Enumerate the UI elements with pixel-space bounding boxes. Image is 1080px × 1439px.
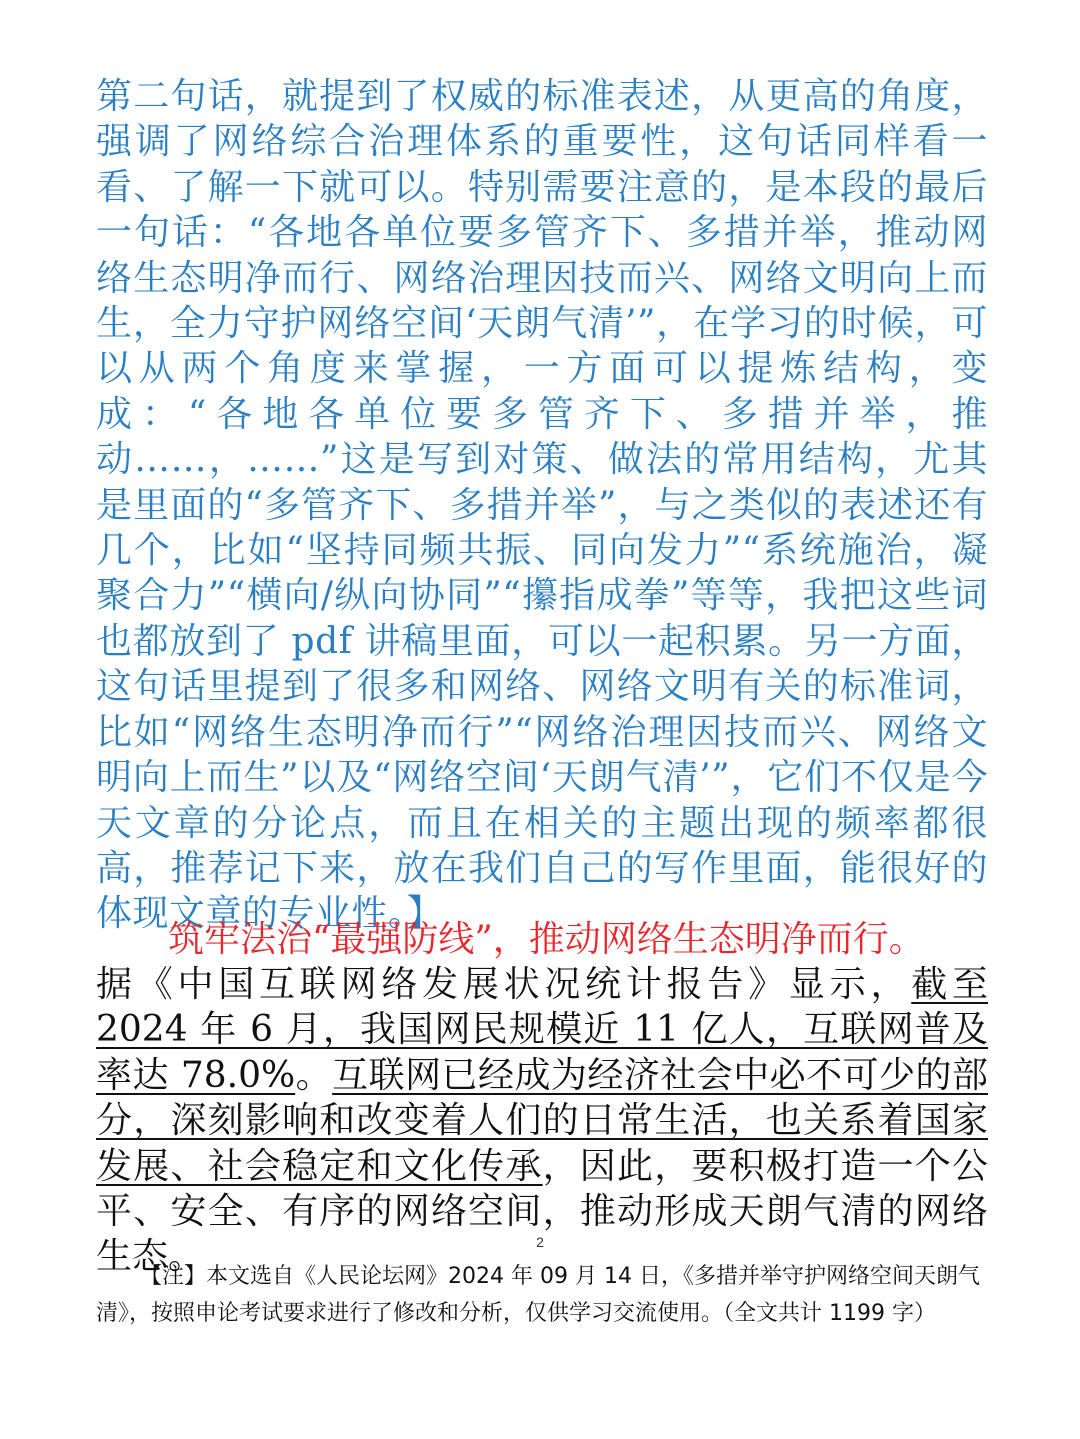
body-text-period: 。 [295, 1054, 333, 1096]
page-number: 2 [536, 1234, 544, 1250]
underlined-statistic: 截至 2024 年 6 月，我国网民规模近 11 亿人，互联网普及率达 78.0% [96, 964, 988, 1096]
body-text-intro: 据《中国互联网络发展状况统计报告》显示， [96, 964, 912, 1005]
body-paragraph [96, 962, 988, 1280]
commentary-paragraph: 第二句话，就提到了权威的标准表述，从更高的角度，强调了网络综合治理体系的重要性，这句话同样看一看、了解一下就可以。特别需要注意的，是本段的最后一句话：“各地各单位要多管齐下、多措并举，推动网络生态明净而行、网络治理因技而兴、网络文明向上而生，全力守护网络空间‘天朗气清’”，在学习的时候，可以从两个角度来掌握，一方面可以提炼结构，变成：“各地各单位要多管齐下、多措并举，推动……，……”这是写到对策、做法的常用结构，尤其是里面的“多管齐下、多措并举”，与之类似的表述还有几个，比如“坚持同频共振、同向发力”“系统施治，凝聚合力”“横向/纵向协同”“攥指成拳”等等，我把这些词也都放到了 pdf 讲稿里面，可以一起积累。另一方面，这句话里提到了很多和网络、网络文明有关的标准词，比如“网络生态明净而行”“网络治理因技而兴、网络文明向上而生”以及“网络空间‘天朗气清’”，它们不仅是今天文章的分论点，而且在相关的主题出现的频率都很高，推荐记下来，放在我们自己的写作里面，能很好的体现文章的专业性。】 [96, 76, 988, 935]
section-heading: 筑牢法治“最强防线”，推动网络生态明净而行。 [168, 919, 925, 960]
underlined-statement: 互联网已经成为经济社会中必不可少的部分，深刻影响和改变着人们的日常生活，也关系着国家发展、社会稳定和文化传承 [96, 1054, 988, 1187]
body-text-conclusion: ，因此，要积极打造一个公平、安全、有序的网络空间，推动形成天朗气清的网络生态。 [96, 1145, 988, 1278]
source-note: 【注】本文选自《人民论坛网》2024 年 09 月 14 日，《多措并举守护网络空间天朗气清》，按照申论考试要求进行了修改和分析，仅供学习交流使用。（全文共计 1199 字） [96, 1264, 980, 1326]
